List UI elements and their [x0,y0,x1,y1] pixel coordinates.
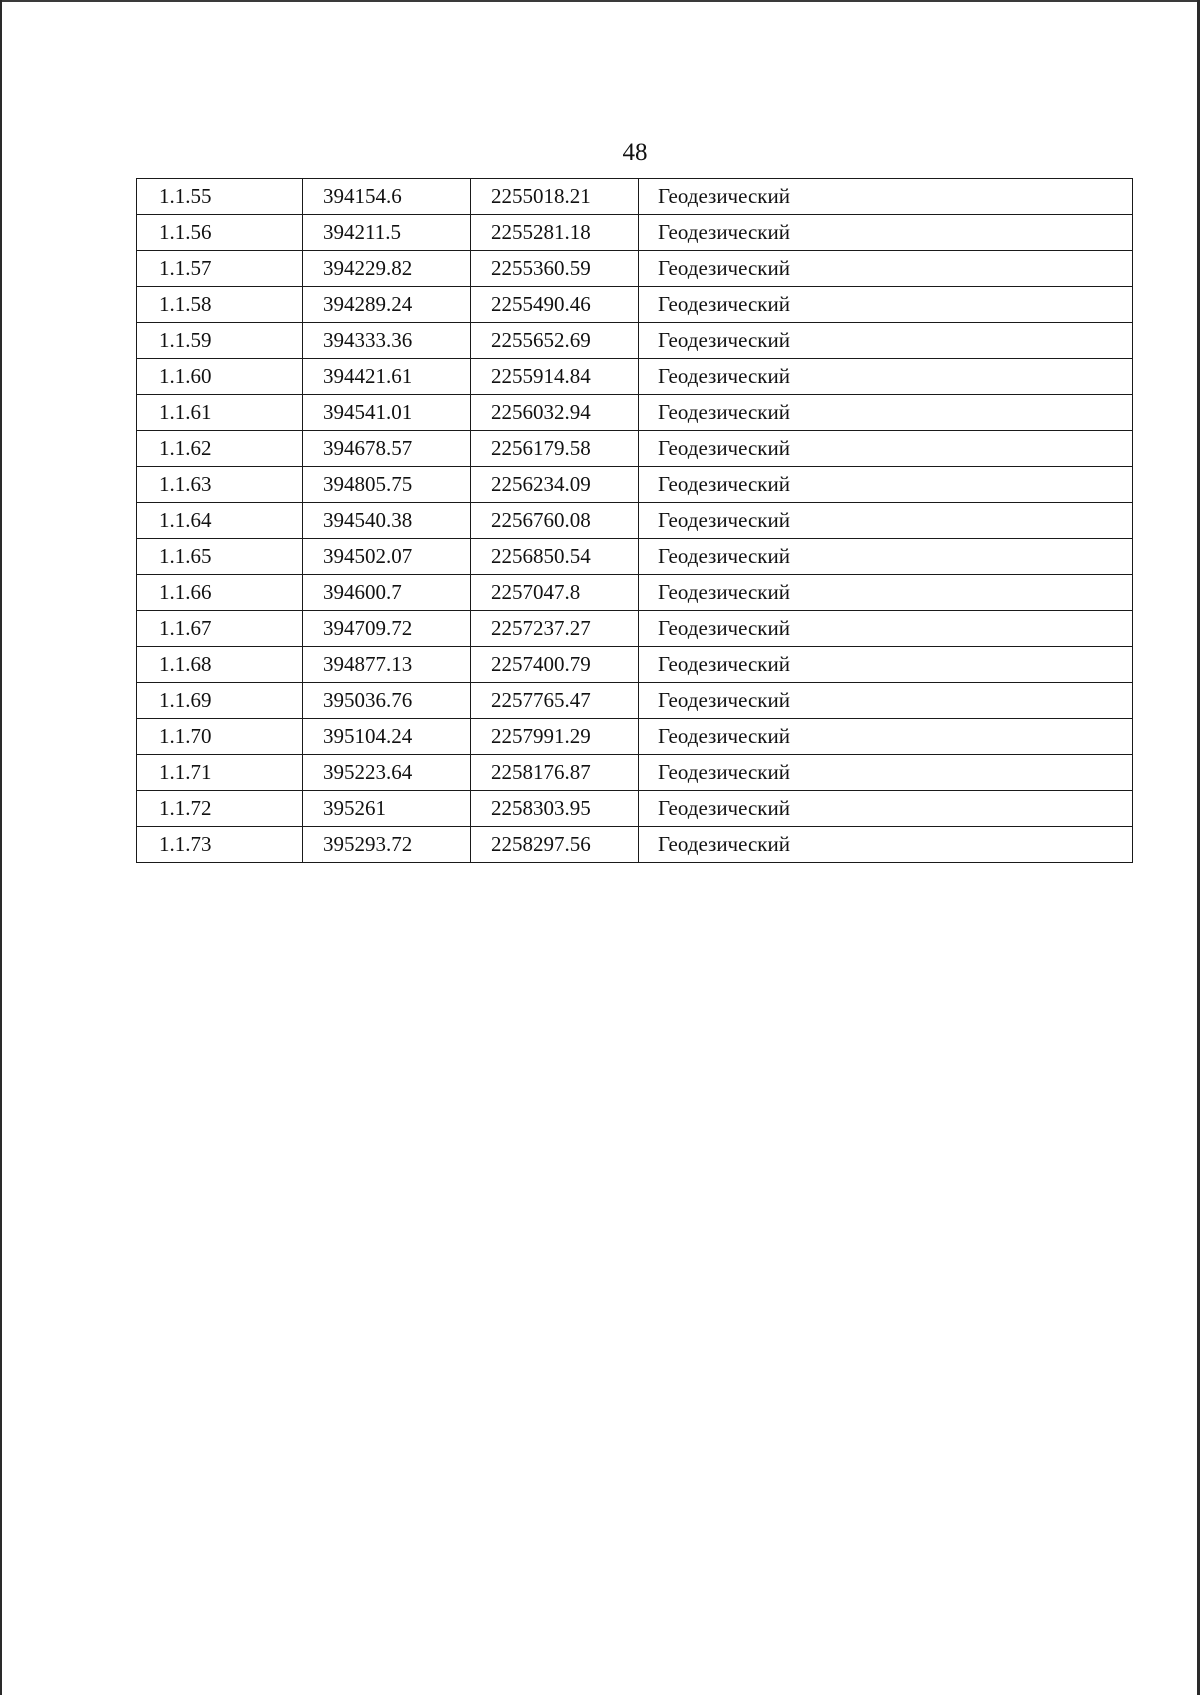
y-coordinate-cell: 2256179.58 [471,431,639,467]
x-coordinate-cell: 395261 [303,791,471,827]
table-row [137,287,1133,323]
point-id-cell: 1.1.58 [137,287,303,323]
method-cell: Геодезический [639,395,1133,431]
point-id-cell: 1.1.73 [137,827,303,863]
y-coordinate-cell: 2257237.27 [471,611,639,647]
x-coordinate-cell: 395293.72 [303,827,471,863]
table-row [137,575,1133,611]
y-coordinate-cell: 2255281.18 [471,215,639,251]
point-id-cell: 1.1.56 [137,215,303,251]
method-cell: Геодезический [639,179,1133,215]
point-id-cell: 1.1.71 [137,755,303,791]
table-row [137,395,1133,431]
x-coordinate-cell: 395104.24 [303,719,471,755]
point-id-cell: 1.1.68 [137,647,303,683]
y-coordinate-cell: 2256850.54 [471,539,639,575]
x-coordinate-cell: 394540.38 [303,503,471,539]
x-coordinate-cell: 395036.76 [303,683,471,719]
page-edge-left [0,0,2,1695]
table-row [137,611,1133,647]
x-coordinate-cell: 394421.61 [303,359,471,395]
y-coordinate-cell: 2258297.56 [471,827,639,863]
method-cell: Геодезический [639,611,1133,647]
table-row [137,683,1133,719]
table-row [137,503,1133,539]
method-cell: Геодезический [639,647,1133,683]
y-coordinate-cell: 2255914.84 [471,359,639,395]
table-row [137,539,1133,575]
coordinates-table [136,178,1133,863]
point-id-cell: 1.1.59 [137,323,303,359]
point-id-cell: 1.1.61 [137,395,303,431]
point-id-cell: 1.1.70 [137,719,303,755]
y-coordinate-cell: 2258303.95 [471,791,639,827]
x-coordinate-cell: 394211.5 [303,215,471,251]
method-cell: Геодезический [639,359,1133,395]
method-cell: Геодезический [639,575,1133,611]
y-coordinate-cell: 2255490.46 [471,287,639,323]
point-id-cell: 1.1.69 [137,683,303,719]
table-row [137,719,1133,755]
method-cell: Геодезический [639,683,1133,719]
point-id-cell: 1.1.62 [137,431,303,467]
method-cell: Геодезический [639,251,1133,287]
x-coordinate-cell: 395223.64 [303,755,471,791]
method-cell: Геодезический [639,719,1133,755]
point-id-cell: 1.1.55 [137,179,303,215]
table-row [137,215,1133,251]
x-coordinate-cell: 394805.75 [303,467,471,503]
x-coordinate-cell: 394502.07 [303,539,471,575]
y-coordinate-cell: 2257047.8 [471,575,639,611]
page-edge-top [0,0,1200,2]
y-coordinate-cell: 2255652.69 [471,323,639,359]
method-cell: Геодезический [639,503,1133,539]
table-row [137,359,1133,395]
point-id-cell: 1.1.65 [137,539,303,575]
table-row [137,827,1133,863]
y-coordinate-cell: 2255360.59 [471,251,639,287]
table-row [137,251,1133,287]
point-id-cell: 1.1.64 [137,503,303,539]
point-id-cell: 1.1.60 [137,359,303,395]
method-cell: Геодезический [639,287,1133,323]
point-id-cell: 1.1.72 [137,791,303,827]
y-coordinate-cell: 2257400.79 [471,647,639,683]
point-id-cell: 1.1.66 [137,575,303,611]
table-row [137,323,1133,359]
method-cell: Геодезический [639,539,1133,575]
y-coordinate-cell: 2257991.29 [471,719,639,755]
table-row [137,467,1133,503]
method-cell: Геодезический [639,215,1133,251]
x-coordinate-cell: 394600.7 [303,575,471,611]
point-id-cell: 1.1.63 [137,467,303,503]
x-coordinate-cell: 394709.72 [303,611,471,647]
y-coordinate-cell: 2258176.87 [471,755,639,791]
coordinates-table-body [137,179,1133,863]
x-coordinate-cell: 394333.36 [303,323,471,359]
table-row [137,647,1133,683]
table-row [137,755,1133,791]
x-coordinate-cell: 394154.6 [303,179,471,215]
method-cell: Геодезический [639,755,1133,791]
x-coordinate-cell: 394678.57 [303,431,471,467]
x-coordinate-cell: 394229.82 [303,251,471,287]
y-coordinate-cell: 2257765.47 [471,683,639,719]
table-row [137,431,1133,467]
method-cell: Геодезический [639,827,1133,863]
method-cell: Геодезический [639,791,1133,827]
method-cell: Геодезический [639,467,1133,503]
x-coordinate-cell: 394877.13 [303,647,471,683]
y-coordinate-cell: 2256760.08 [471,503,639,539]
point-id-cell: 1.1.57 [137,251,303,287]
y-coordinate-cell: 2256032.94 [471,395,639,431]
method-cell: Геодезический [639,323,1133,359]
table-row [137,791,1133,827]
x-coordinate-cell: 394541.01 [303,395,471,431]
point-id-cell: 1.1.67 [137,611,303,647]
method-cell: Геодезический [639,431,1133,467]
page-number: 48 [622,139,648,166]
x-coordinate-cell: 394289.24 [303,287,471,323]
y-coordinate-cell: 2256234.09 [471,467,639,503]
y-coordinate-cell: 2255018.21 [471,179,639,215]
table-row [137,179,1133,215]
